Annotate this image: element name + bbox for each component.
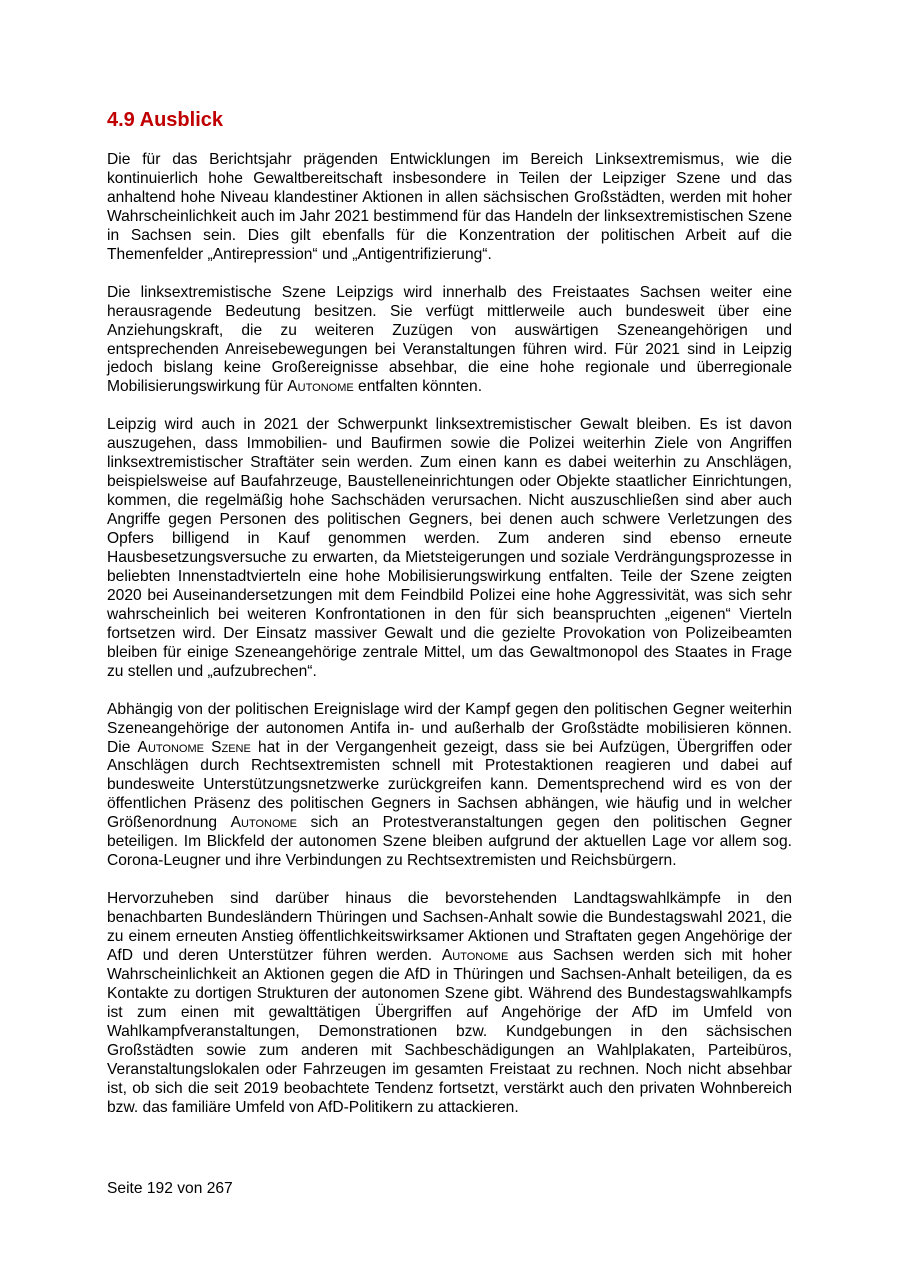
term-autonome-szene: Autonome Szene [137,738,251,756]
term-autonome: Autonome [287,378,354,396]
page-footer [107,1179,233,1198]
paragraph-2-text-b: entfalten könnten. [358,378,483,396]
body-text [107,151,792,1136]
paragraph-1-text: Die für das Berichtsjahr prägenden Entwicklungen im Bereich Linksextremismus, wie die kontinuierlich hohe Gewaltbereitschaft insbesondere in Teilen der Leipziger Szene und das anhaltend hohe Niveau klandestiner Aktionen in allen sächsischen Großstädten, werden mit hoher Wahrscheinlichkeit auch im Jahr 2021 bestimmend für das Handeln der linksextremistischen Szene in Sachsen sein. Dies gilt ebenfalls für die Konzentration der politischen Arbeit auf die Themenfelder „Antirepression“ und „Antigentrifizierung“. [107,151,793,263]
term-autonome: Autonome [441,946,509,964]
paragraph-4-text-a: Abhängig von der politischen Ereignislage wird der Kampf gegen den politischen Gegner weiterhin Szeneangehörige der autonomen Antifa in- und außerhalb der Großstädte mobilisieren können. Die [107,700,792,756]
paragraph-4-text-b: hat in der Vergangenheit gezeigt, dass sie bei Aufzügen, Übergriffen oder Anschlägen durch Rechtsextremisten schnell mit Protestaktionen reagieren und dabei auf bundesweite Unterstützungsnetzwerke zurückgreifen kann. Dementsprechend wird es von der öffentlichen Präsenz des politischen Gegners in Sachsen abhängen, wie häufig und in welcher Größenordnung [107,738,792,832]
section-number: 4.9 [107,109,135,131]
paragraph-3 [107,416,792,681]
paragraph-5 [107,890,792,1117]
paragraph-5-text-b: aus Sachsen werden sich mit hoher Wahrscheinlichkeit an Aktionen gegen die AfD in Thüringen und Sachsen-Anhalt beteiligen, da es Kontakte zu dortigen Strukturen der autonomen Szene gibt. Während des Bundestagswahlkampfs ist zum einen mit gewalttätigen Übergriffen auf Angehörige der AfD im Umfeld von Wahlkampfveranstaltungen, Demonstrationen bzw. Kundgebungen in den sächsischen Großstädten sowie zum anderen mit Sachbeschädigungen an Wahlplakaten, Parteibüros, Veranstaltungslokalen oder Fahrzeugen im gesamten Freistaat zu rechnen. Noch nicht absehbar ist, ob sich die seit 2019 beobachtete Tendenz fortsetzt, verstärkt auch den privaten Wohnbereich bzw. das familiäre Umfeld von AfD-Politikern zu attackieren. [107,946,792,1116]
paragraph-3-text: Leipzig wird auch in 2021 der Schwerpunkt linksextremistischer Gewalt bleiben. Es ist davon auszugehen, dass Immobilien- und Baufirmen sowie die Polizei weiterhin Ziele von Angriffen linksextremistischer Straftäter sein werden. Zum einen kann es dabei weiterhin zu Anschlägen, beispielsweise auf Baufahrzeuge, Baustelleneinrichtungen oder Objekte staatlicher Einrichtungen, kommen, die regelmäßig hohe Sachschäden verursachen. Nicht auszuschließen sind aber auch Angriffe gegen Personen des politischen Gegners, bei denen auch schwere Verletzungen des Opfers billigend in Kauf genommen werden. Zum anderen sind ebenso erneute Hausbesetzungsversuche zu erwarten, da Mietsteigerungen und soziale Verdrängungsprozesse in beliebten Innenstadtvierteln eine hohe Mobilisierungswirkung entfalten. Teile der Szene zeigten 2020 bei Auseinandersetzungen mit dem Feindbild Polizei eine hohe Aggressivität, was sich sehr wahrscheinlich bei weiteren Konfrontationen in den für sich beanspruchten „eigenen“ Vierteln fortsetzen wird. Der Einsatz massiver Gewalt und die gezielte Provokation von Polizeibeamten bleiben für einige Szeneangehörige zentrale Mittel, um das Gewaltmonopol des Staates in Frage zu stellen und „aufzubrechen“. [107,416,792,680]
paragraph-2 [107,284,792,398]
section-title: Ausblick [139,109,223,131]
paragraph-4-text-c: sich an Protestveranstaltungen gegen den politischen Gegner beteiligen. Im Blickfeld der autonomen Szene bleiben aufgrund der aktuellen Lage vor allem sog. Corona-Leugner und ihre Verbindungen zu Rechtsextremisten und Reichsbürgern. [107,814,792,870]
section-heading [107,108,223,132]
page-number: Seite 192 von 267 [107,1180,233,1197]
paragraph-4 [107,701,792,872]
term-autonome: Autonome [230,814,298,832]
paragraph-1 [107,151,792,265]
paragraph-5-text-a: Hervorzuheben sind darüber hinaus die bevorstehenden Landtagswahlkämpfe in den benachbarten Bundesländern Thüringen und Sachsen-Anhalt sowie die Bundestagswahl 2021, die zu einem erneuten Anstieg öffentlichkeitswirksamer Aktionen und Straftaten gegen Angehörige der AfD und deren Unterstützer führen werden. [107,890,792,964]
paragraph-2-text-a: Die linksextremistische Szene Leipzigs wird innerhalb des Freistaates Sachsen weiter eine herausragende Bedeutung besitzen. Sie verfügt mittlerweile auch bundesweit über eine Anziehungskraft, die zu weiteren Zuzügen von auswärtigen Szeneangehörigen und entsprechenden Anreisebewegungen bei Veranstaltungen führen wird. Für 2021 sind in Leipzig jedoch bislang keine Großereignisse absehbar, die eine hohe regionale und überregionale Mobilisierungswirkung für [107,283,792,396]
